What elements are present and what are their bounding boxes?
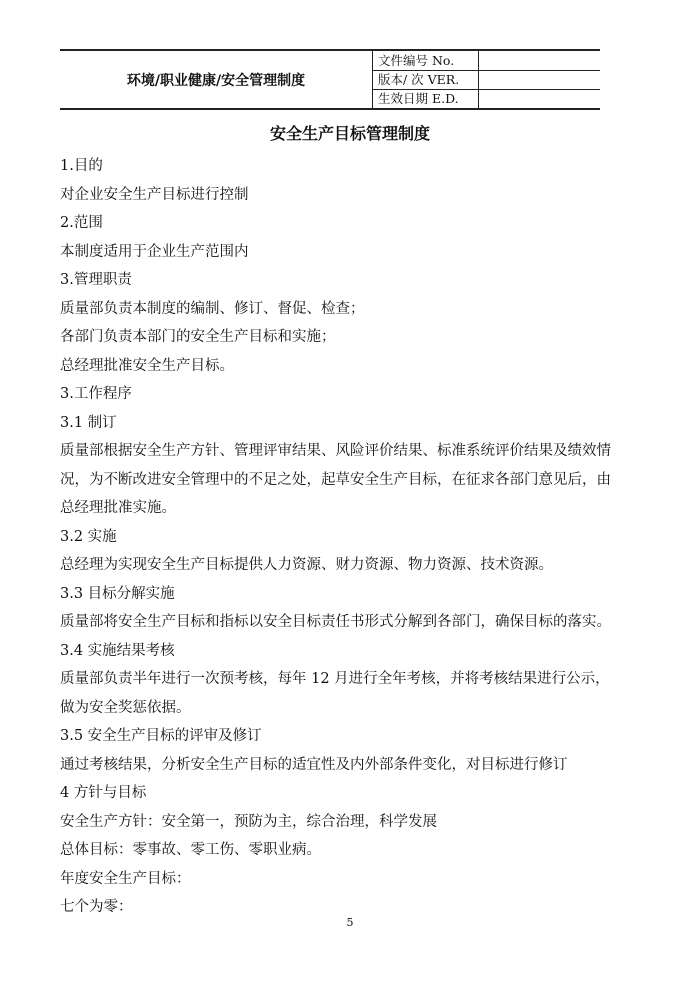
body-line: 总体目标：零事故、零工伤、零职业病。 — [60, 842, 321, 858]
document-body — [60, 152, 620, 922]
header-divider — [372, 51, 373, 108]
body-line: 总经理批准安全生产目标。 — [60, 357, 234, 374]
page-number: 5 — [346, 916, 354, 929]
header-field-version: 版本/ 次 VER. — [378, 72, 460, 87]
header-field-effective-date: 生效日期 E.D. — [378, 91, 459, 106]
section-heading: 1.目的 — [60, 158, 103, 174]
body-line: 年度安全生产目标： — [60, 870, 191, 887]
section-heading: 4 方针与目标 — [60, 785, 147, 801]
body-line: 本制度适用于企业生产范围内 — [60, 243, 249, 260]
body-line: 安全生产方针：安全第一，预防为主，综合治理，科学发展 — [60, 813, 437, 830]
subsection-heading: 3.2 实施 — [60, 528, 117, 545]
body-line: 况，为不断改进安全管理中的不足之处，起草安全生产目标，在征求各部门意见后，由 — [60, 471, 611, 488]
body-line: 总经理为实现安全生产目标提供人力资源、财力资源、物力资源、技术资源。 — [60, 557, 553, 573]
subsection-heading: 3.4 实施结果考核 — [60, 642, 175, 659]
body-line: 质量部负责本制度的编制、修订、督促、检查； — [60, 300, 365, 317]
subsection-heading: 3.5 安全生产目标的评审及修订 — [60, 728, 262, 744]
body-line: 总经理批准实施。 — [60, 500, 176, 516]
header-divider — [478, 51, 479, 108]
body-line: 做为安全奖惩依据。 — [60, 699, 191, 716]
section-heading: 2.范围 — [60, 215, 103, 231]
section-heading: 3.管理职责 — [60, 272, 132, 288]
header-field-doc-no: 文件编号 No. — [378, 53, 455, 68]
header-table — [60, 49, 600, 111]
body-line: 对企业安全生产目标进行控制 — [60, 186, 249, 203]
body-line: 质量部负责半年进行一次预考核，每年 12 月进行全年考核，并将考核结果进行公示， — [60, 671, 610, 687]
body-line: 七个为零： — [60, 899, 133, 915]
body-line: 通过考核结果，分析安全生产目标的适宜性及内外部条件变化，对目标进行修订 — [60, 756, 568, 773]
document-title: 安全生产目标管理制度 — [269, 124, 430, 143]
header-bottom-rule — [60, 108, 600, 110]
body-line: 各部门负责本部门的安全生产目标和实施； — [60, 329, 336, 345]
subsection-heading: 3.1 制订 — [60, 414, 117, 431]
body-line: 质量部根据安全生产方针、管理评审结果、风险评价结果、标准系统评价结果及绩效情 — [60, 443, 611, 459]
section-heading: 3.工作程序 — [60, 386, 132, 402]
header-title: 环境/职业健康/安全管理制度 — [126, 72, 306, 89]
body-line: 质量部将安全生产目标和指标以安全目标责任书形式分解到各部门，确保目标的落实。 — [60, 614, 611, 630]
subsection-heading: 3.3 目标分解实施 — [60, 585, 175, 602]
